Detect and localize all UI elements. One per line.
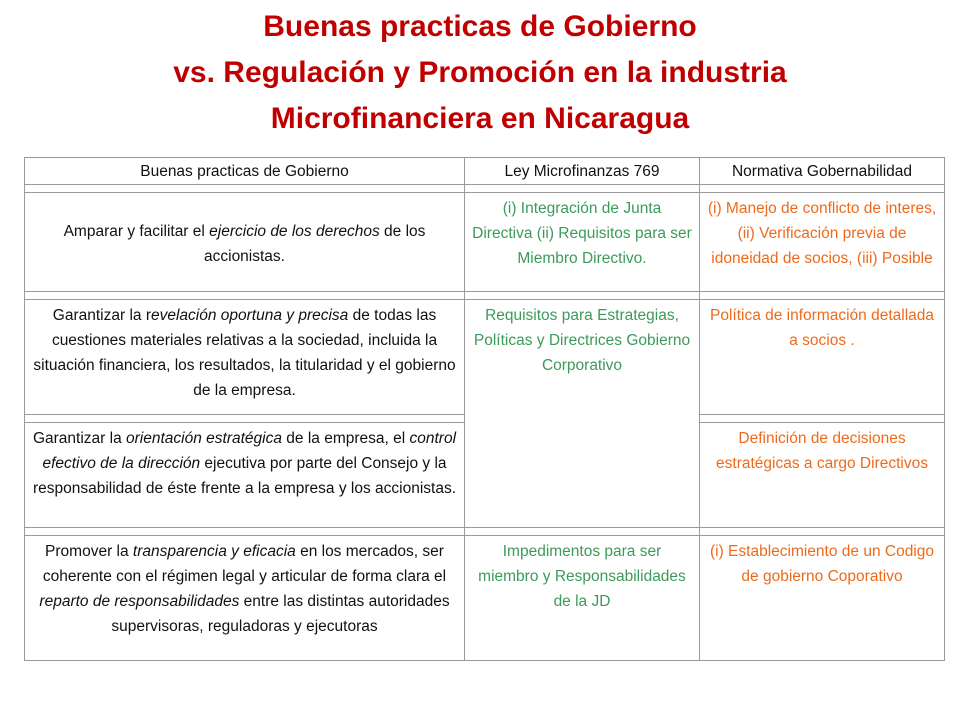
page-title (0, 4, 960, 142)
practice-text: Amparar y facilitar el ejercicio de los derechos de los accionistas. (63, 222, 426, 265)
title-line-3: Microfinanciera en Nicaragua (270, 102, 690, 135)
norm-cell: (i) Establecimiento de un Codigo de gobierno Coporativo (700, 536, 945, 661)
table-header-row (25, 158, 945, 185)
table-row (25, 193, 945, 292)
header-law: Ley Microfinanzas 769 (465, 158, 700, 185)
law-cell: (i) Integración de Junta Directiva (ii) Requisitos para ser Miembro Directivo. (465, 193, 700, 292)
spacer-row (25, 292, 945, 300)
practice-cell (25, 193, 465, 292)
practice-text: Garantizar la revelación oportuna y precisa de todas las cuestiones materiales relativas a la sociedad, incluida la situación financiera, los resultados, la titularidad y el gobierno de la empresa. (33, 307, 456, 399)
practice-cell (25, 536, 465, 661)
norm-cell: (i) Manejo de conflicto de interes, (ii) Verificación previa de idoneidad de socios, (iii) Posible (700, 193, 945, 292)
header-practices: Buenas practicas de Gobierno (25, 158, 465, 185)
practice-cell (25, 423, 465, 528)
practice-cell (25, 300, 465, 415)
law-cell: Impedimentos para ser miembro y Responsabilidades de la JD (465, 536, 700, 661)
spacer-row (25, 528, 945, 536)
law-cell: Requisitos para Estrategias, Políticas y Directrices Gobierno Corporativo (465, 300, 700, 528)
practice-text: Promover la transparencia y eficacia en los mercados, ser coherente con el régimen legal y articular de forma clara el reparto de responsabilidades entre las distintas autoridades supervisoras, reguladoras y ejecutoras (39, 543, 450, 635)
governance-table (24, 157, 945, 661)
norm-cell: Política de información detallada a socios . (700, 300, 945, 415)
table-row (25, 300, 945, 415)
title-line-1: Buenas practicas de Gobierno (263, 10, 697, 43)
table-row (25, 536, 945, 661)
norm-cell: Definición de decisiones estratégicas a cargo Directivos (700, 423, 945, 528)
spacer-row (25, 185, 945, 193)
title-line-2: vs. Regulación y Promoción en la industria (173, 56, 787, 89)
practice-text: Garantizar la orientación estratégica de la empresa, el control efectivo de la dirección ejecutiva por parte del Consejo y la responsabilidad de éste frente a la empresa y los accionistas. (32, 430, 457, 497)
header-norm: Normativa Gobernabilidad (700, 158, 945, 185)
